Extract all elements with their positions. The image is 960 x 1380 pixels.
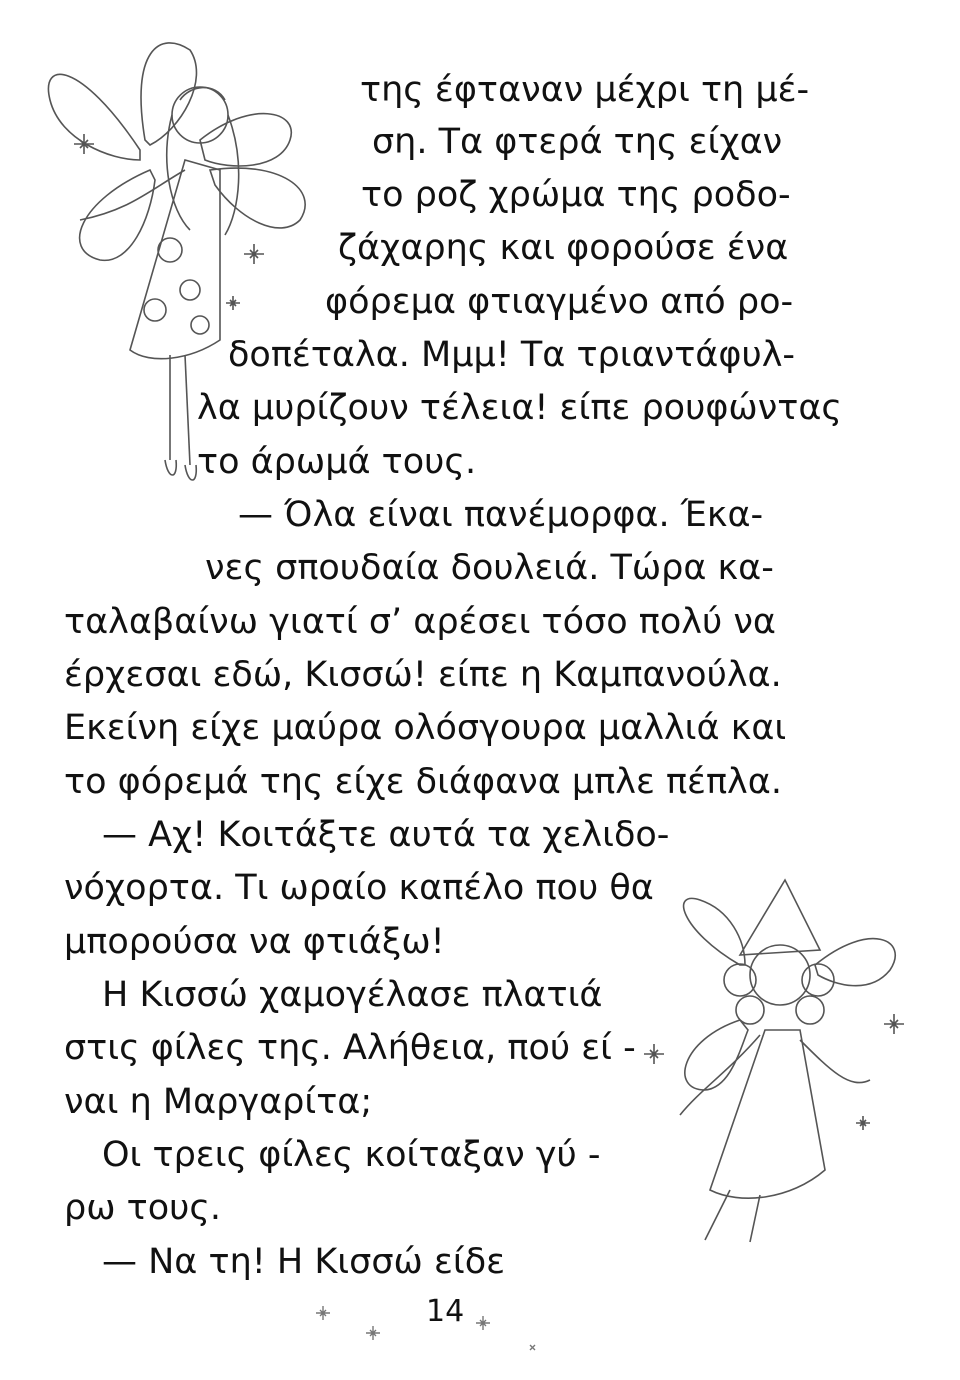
text-line-20: ναι η Μαργαρίτα; — [64, 1082, 373, 1122]
text-line-9: — Όλα είναι πανέμορφα. Έκα- — [238, 495, 764, 535]
text-line-8: το άρωμά τους. — [197, 442, 477, 482]
text-line-7: λα μυρίζουν τέλεια! είπε ρουφώντας — [197, 388, 842, 428]
text-line-14: το φόρεμά της είχε διάφανα μπλε πέπλα. — [64, 762, 782, 802]
text-line-15: — Αχ! Κοιτάξτε αυτά τα χελιδο- — [102, 815, 670, 855]
text-line-18: Η Κισσώ χαμογέλασε πλατιά — [102, 975, 603, 1015]
text-line-13: Εκείνη είχε μαύρα ολόσγουρα μαλλιά και — [64, 708, 787, 748]
text-line-2: ση. Τα φτερά της είχαν — [372, 122, 783, 162]
text-line-3: το ροζ χρώμα της ροδο- — [361, 175, 791, 215]
fairy-rose-illustration — [20, 20, 350, 500]
page-number: 14 — [426, 1294, 465, 1329]
text-line-4: ζάχαρης και φορούσε ένα — [338, 228, 789, 268]
text-line-12: έρχεσαι εδώ, Κισσώ! είπε η Καμπανούλα. — [64, 655, 782, 695]
text-line-5: φόρεμα φτιαγμένο από ρο- — [325, 282, 794, 322]
text-line-21: Οι τρεις φίλες κοίταξαν γύ - — [102, 1135, 601, 1175]
text-line-11: ταλαβαίνω γιατί σ’ αρέσει τόσο πολύ να — [64, 602, 776, 642]
text-line-23: — Να τη! Η Κισσώ είδε — [102, 1242, 506, 1282]
fairy-hat-illustration — [590, 870, 940, 1250]
text-line-1: της έφταναν μέχρι τη μέ- — [360, 70, 810, 110]
text-line-10: νες σπουδαία δουλειά. Τώρα κα- — [205, 548, 774, 588]
text-line-6: δοπέταλα. Μμμ! Τα τριαντάφυλ- — [228, 335, 796, 375]
text-line-16: νόχορτα. Τι ωραίο καπέλο που θα — [64, 868, 654, 908]
text-line-17: μπορούσα να φτιάξω! — [64, 922, 445, 962]
text-line-19: στις φίλες της. Αλήθεια, πού εί - — [64, 1028, 636, 1068]
text-line-22: ρω τους. — [64, 1188, 222, 1228]
